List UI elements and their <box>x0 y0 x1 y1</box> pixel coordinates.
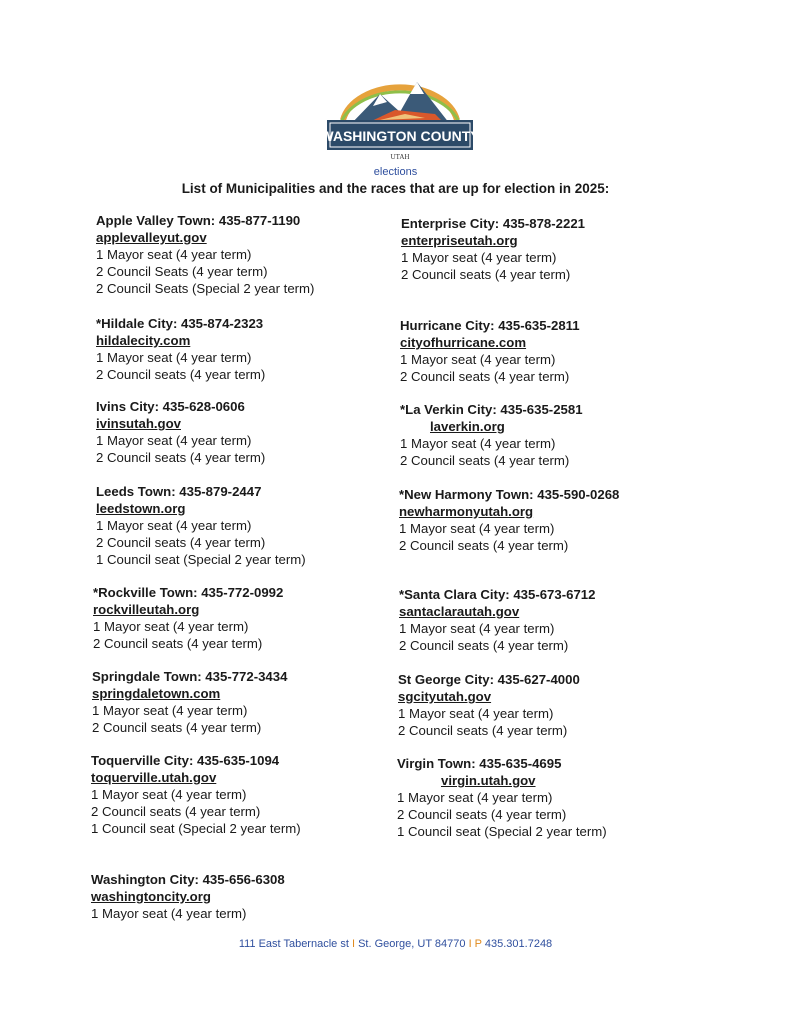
municipality-entry <box>91 871 285 922</box>
race-item: 2 Council seats (4 year term) <box>96 367 266 382</box>
municipality-entry <box>96 315 265 383</box>
race-item: 2 Council seats (4 year term) <box>96 450 266 465</box>
municipality-name: Ivins City: 435-628-0606 <box>96 399 245 414</box>
municipality-entry <box>400 317 580 385</box>
municipality-url[interactable]: ivinsutah.gov <box>96 416 181 431</box>
race-item: 1 Council seat (Special 2 year term) <box>91 821 301 836</box>
municipality-url[interactable]: enterpriseutah.org <box>401 233 518 248</box>
race-item: 2 Council seats (4 year term) <box>400 369 570 384</box>
race-item: 1 Mayor seat (4 year term) <box>400 436 556 451</box>
municipality-name: Apple Valley Town: 435-877-1190 <box>96 213 301 228</box>
page-title: List of Municipalities and the races that are up for election in 2025: <box>181 181 610 196</box>
logo-subtitle: UTAH <box>390 153 410 161</box>
municipality-name: Toquerville City: 435-635-1094 <box>91 753 280 768</box>
race-item: 1 Mayor seat (4 year term) <box>92 703 248 718</box>
race-item: 1 Mayor seat (4 year term) <box>91 906 247 921</box>
municipality-url[interactable]: washingtoncity.org <box>91 889 211 904</box>
department-label: elections <box>373 166 418 178</box>
municipality-url[interactable]: newharmonyutah.org <box>399 504 534 519</box>
municipality-url[interactable]: sgcityutah.gov <box>398 689 492 704</box>
municipality-entry <box>96 483 306 568</box>
logo-title: WASHINGTON COUNTY <box>325 128 475 144</box>
municipality-name: *Hildale City: 435-874-2323 <box>96 316 264 331</box>
race-item: 1 Mayor seat (4 year term) <box>398 706 554 721</box>
race-item: 1 Council seat (Special 2 year term) <box>397 824 607 839</box>
race-item: 2 Council seats (4 year term) <box>401 267 571 282</box>
municipality-entry <box>93 584 283 652</box>
municipality-name: Enterprise City: 435-878-2221 <box>401 216 585 231</box>
municipality-name: Virgin Town: 435-635-4695 <box>397 756 562 771</box>
race-item: 2 Council Seats (Special 2 year term) <box>96 281 315 296</box>
municipality-url[interactable]: virgin.utah.gov <box>441 773 536 788</box>
race-item: 2 Council seats (4 year term) <box>399 538 569 553</box>
municipality-url[interactable]: hildalecity.com <box>96 333 191 348</box>
race-item: 1 Mayor seat (4 year term) <box>399 621 555 636</box>
municipality-url[interactable]: applevalleyut.gov <box>96 230 207 245</box>
municipality-name: *Santa Clara City: 435-673-6712 <box>399 587 596 602</box>
municipality-url[interactable]: leedstown.org <box>96 501 186 516</box>
municipality-entry <box>92 668 287 736</box>
municipality-entry <box>96 212 314 297</box>
race-item: 1 Mayor seat (4 year term) <box>397 790 553 805</box>
race-item: 2 Council seats (4 year term) <box>400 453 570 468</box>
municipality-url[interactable]: springdaletown.com <box>92 686 221 701</box>
municipality-url[interactable]: cityofhurricane.com <box>400 335 527 350</box>
municipality-entry <box>400 401 583 469</box>
race-item: 2 Council seats (4 year term) <box>93 636 263 651</box>
race-item: 2 Council seats (4 year term) <box>92 720 262 735</box>
municipality-name: Springdale Town: 435-772-3434 <box>92 669 288 684</box>
municipality-name: *La Verkin City: 435-635-2581 <box>400 402 583 417</box>
footer-contact <box>0 938 791 950</box>
race-item: 1 Mayor seat (4 year term) <box>399 521 555 536</box>
race-item: 2 Council seats (4 year term) <box>398 723 568 738</box>
washington-county-logo <box>325 72 475 164</box>
municipality-entry <box>399 486 619 554</box>
municipality-name: Washington City: 435-656-6308 <box>91 872 285 887</box>
municipality-url[interactable]: santaclarautah.gov <box>399 604 520 619</box>
municipality-name: St George City: 435-627-4000 <box>398 672 580 687</box>
municipality-url[interactable]: rockvilleutah.org <box>93 602 200 617</box>
municipality-entry <box>398 671 580 739</box>
race-item: 1 Mayor seat (4 year term) <box>400 352 556 367</box>
municipality-url[interactable]: toquerville.utah.gov <box>91 770 217 785</box>
municipality-name: *Rockville Town: 435-772-0992 <box>93 585 284 600</box>
race-item: 2 Council seats (4 year term) <box>397 807 567 822</box>
municipality-entry <box>397 755 607 840</box>
footer-separator: I <box>351 938 356 950</box>
race-item: 1 Mayor seat (4 year term) <box>91 787 247 802</box>
municipality-entry <box>96 398 265 466</box>
race-item: 2 Council Seats (4 year term) <box>96 264 268 279</box>
footer-phone-label: I P <box>468 938 482 950</box>
footer-phone: 435.301.7248 <box>484 938 553 950</box>
race-item: 1 Mayor seat (4 year term) <box>96 518 252 533</box>
race-item: 1 Mayor seat (4 year term) <box>96 433 252 448</box>
municipality-name: *New Harmony Town: 435-590-0268 <box>399 487 620 502</box>
race-item: 2 Council seats (4 year term) <box>399 638 569 653</box>
municipality-name: Leeds Town: 435-879-2447 <box>96 484 262 499</box>
race-item: 1 Council seat (Special 2 year term) <box>96 552 306 567</box>
race-item: 1 Mayor seat (4 year term) <box>96 350 252 365</box>
footer-city: St. George, UT 84770 <box>358 938 466 950</box>
municipality-url[interactable]: laverkin.org <box>430 419 505 434</box>
municipality-entry <box>401 215 585 283</box>
municipality-entry <box>399 586 595 654</box>
municipality-name: Hurricane City: 435-635-2811 <box>400 318 580 333</box>
race-item: 1 Mayor seat (4 year term) <box>93 619 249 634</box>
municipality-entry <box>91 752 301 837</box>
race-item: 1 Mayor seat (4 year term) <box>96 247 252 262</box>
race-item: 2 Council seats (4 year term) <box>96 535 266 550</box>
race-item: 1 Mayor seat (4 year term) <box>401 250 557 265</box>
race-item: 2 Council seats (4 year term) <box>91 804 261 819</box>
footer-address: 111 East Tabernacle st <box>238 938 349 950</box>
